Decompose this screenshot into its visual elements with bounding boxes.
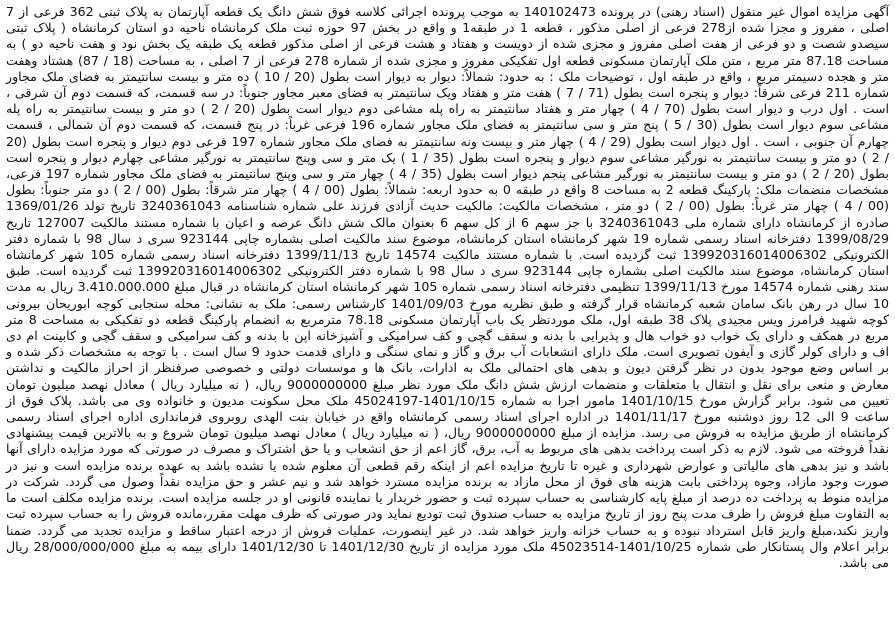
notice-text: آگهی مزایده اموال غیر منقول (اسناد رهنی) در پرونده 140102473 به موجب پرونده اجرائی کلاسه فوق شش دانگ یک قطعه آپارتمان به پلاک ثبتی 362 فرعی از 7 اصلی ، مفروز و مجزا شده از278 فرعی از اصلی مذکور ، قطعه 1 در طبقه1 و واقع در بخش 97 حوزه ثبت ملک کرمانشاه ناحیه دو استان کرمانشاه ( پلاک ثبتی سیصدو شصت و دو فرعی از هفت اصلی مفروز و مجزی شده از دویست و هفتاد و هشت فرعی از اصلی مذکور قطعه یک طبقه یک بخش نود و هفت ناحیه دو ) به مساحت 87.18 متر مربع ، متن ملک آپارتمان مسکونی قطعه اول تفکیکی مفروز و مجزی شده از شماره 278 فرعی از 7 اصلی ، به مساحت (18 / 87) هشتاد وهفت متر و هجده دسیمتر مربع ، واقع در طبقه اول ، توضیحات ملک : به حدود: شمالاً: دیوار به دیوار است بطول (20 / 10 ) ده متر و بیست سانتیمتر به فضای ملک مجاور شماره 211 فرعی شرقاً: دیوار و پنجره است بطول (71 / 7 ) هفت متر و هفتاد ویک سانتیمتر به فضای معبر مجاور جنوباً: در سه قسمت، که قسمت دوم آن شرقی ، است . اول درب و دیوار است بطول (70 / 4 ) چهار متر و هفتاد سانتیمتر به راه پله مشاعی دوم دیوار است بطول (20 / 2 ) دو متر و بیست سانتیمتر به راه پله مشاعی سوم دیوار است بطول (30 / 5 ) پنج متر و سی سانتیمتر به فضای ملک مجاور شماره 196 فرعی غرباً: در پنج قسمت، که قسمت دوم آن شمالی ، قسمت چهارم آن جنوبی ، است . اول دیوار است بطول (29 / 4 ) چهار متر و بیست ونه سانتیمتر به فضای ملک مجاور شماره 197 فرعی دوم دیوار و پنجره است بطول (20 / 2 ) دو متر و بیست سانتیمتر به نورگیر مشاعی سوم دیوار و پنجره است بطول (35 / 1 ) یک متر و سی وپنج سانتیمتر به نورگیر مشاعی چهارم دیوار و پنجره است بطول (20 / 2 ) دو متر و بیست سانتیمتر به نورگیر مشاعی پنجم دیوار است بطول (35 / 4 ) چهار متر و سی وپنج سانتیمتر به فضای ملک مجاور شماره 197 فرعی، مشخصات منضمات ملک: پارکینگ قطعه 2 به مساحت 8 واقع در طبقه 0 به حدود اربعه: شمالاً: بطول (00 / 4 ) چهار متر شرقاً: بطول (00 / 2 ) دو متر جنوباً: بطول (00 / 4 ) چهار متر غرباً: بطول (00 / 2 ) دو متر ، مشخصات مالکیت: مالکیت حدیث آزادی فرزند علی شماره شناسنامه 3240361043 تاریخ تولد 1369/01/26 صادره از کرمانشاه دارای شماره ملی 3240361043 با جز سهم 6 از کل سهم 6 بعنوان مالک شش دانگ عرصه و اعیان با شماره مستند مالکیت 127007 تاریخ 1399/08/29 دفترخانه اسناد رسمی شماره 19 شهر کرمانشاه استان کرمانشاه، موضوع سند مالکیت اصلی بشماره چاپی 923144 سری د سال 98 با شماره دفتر الکترونیکی 139920316014006302 ثبت گردیده است. با شماره مستند مالکیت 14574 تاریخ 1399/11/13 دفترخانه اسناد رسمی شماره 105 شهر کرمانشاه استان کرمانشاه، موضوع سند مالکیت اصلی بشماره چاپی 923144 سری د سال 98 با شماره دفتر الکترونیکی 139920316014006302 ثبت گردیده است. طبق سند رهنی شماره 14574 مورخ 1399/11/13 تنظیمی دفترخانه اسناد رسمی شماره 105 شهر کرمانشاه استان کرمانشاه در قبال مبلغ 3.410.000.000 ریال به مدت 10 سال در رهن بانک سامان شعبه کرمانشاه قرار گرفته و طبق نظریه مورخ 1401/09/03 کارشناس رسمی: ملک به نشانی: محله سنجابی کوچه ابوریحان بیرونی کوچه شهید فرامرز ویس مجیدی پلاک 38 طبقه اول، ملک موردنظر یک باب آپارتمان مسکونی 78.18 مترمربع به انضمام پارکینگ قطعه دو تفکیکی به مساحت 8 متر مربع در همکف و دارای یک خواب دو خواب هال و پذیرایی با بدنه و سقف گچی و کف سرامیکی و آشپزخانه اپن با بدنه و کف سرامیکی و سقف گچی و کابینت ام دی اف و دارای کولر گازی و آیفون تصویری است. ملک دارای انشعابات آب برق و گاز و نمای سنگی و دارای قدمت حدود 9 سال است . با توجه به مشخصات ذکر شده و بر اساس وضع موجود بدون در نظر گرفتن دیون و بدهی های احتمالی ملک به ادارات، بانک ها و موسسات دولتی و خصوصی صرفنظر از احراز مالکیت و نداشتن معارض و منعی برای نقل و انتقال با متعلقات و منضمات ارزش شش دانگ ملک مورد نظر مبلغ 9000000000 ریال، ( نه میلیارد ریال ) معادل نهصد میلیون تومان تعیین می شود. برابر گزارش مورخ 1401/10/15 مامور اجرا به شماره 1401/10/15-45024197 ملک محل سکونت مدیون و خانواده وی می باشد. پلاک فوق از ساعت 9 الی 12 روز دوشنبه مورخ 1401/11/17 در اداره اجرای اسناد رسمی کرمانشاه واقع در خیابان بنت الهدی روبروی فرمانداری اداره اجرای اسناد رسمی کرمانشاه از طریق مزایده به فروش می رسد. مزایده از مبلغ 9000000000 ریال، ( نه میلیارد ریال ) معادل نهصد میلیون تومان شروع و به بالاترین قیمت پیشنهادی نقداً فروخته می شود. لازم به ذکر است پرداخت بدهی های مربوط به آب، برق، گاز اعم از حق انشعاب و یا حق اشتراک و مصرف در صورتی که مورد مزایده دارای آنها باشد و نیز بدهی های مالیاتی و عوارض شهرداری و غیره تا تاریخ مزایده اعم از اینکه رقم قطعی آن معلوم شده یا نشده باشد به عهده برنده مزایده است و نیز در صورت وجود مازاد، وجوه پرداختی بابت هزینه های فوق از محل مازاد به برنده مزایده مسترد خواهد شد و نیم عشر و حق مزایده نقداً وصول می گردد. شرکت در مزایده منوط به پرداخت ده درصد از مبلغ پایه کارشناسی به حساب سپرده ثبت و حضور خریدار یا نماینده قانونی او در جلسه مزایده است. برنده مزایده مکلف است ما به التفاوت مبلغ فروش را ظرف مدت پنج روز از تاریخ مزایده به حساب صندوق ثبت تودیع نماید ودر صورتی که ظرف مهلت مقرر،مانده فروش را به حساب سپرده ثبت واریز نکند،مبلغ واریز قابل استرداد نبوده و به حساب خزانه واریز خواهد شد. در غیر اینصورت، عملیات فروش از درجه اعتبار ساقط و مزایده تجدید می گردد. ضمنا برابر اعلام وال پستانکار طی شماره 1401/10/25-45023514 ملک مورد مزایده از تاریخ 1401/12/30 تا 1401/12/30 دارای بیمه به مبلغ 28/000/000/000 ریال می باشد. [6,4,890,570]
